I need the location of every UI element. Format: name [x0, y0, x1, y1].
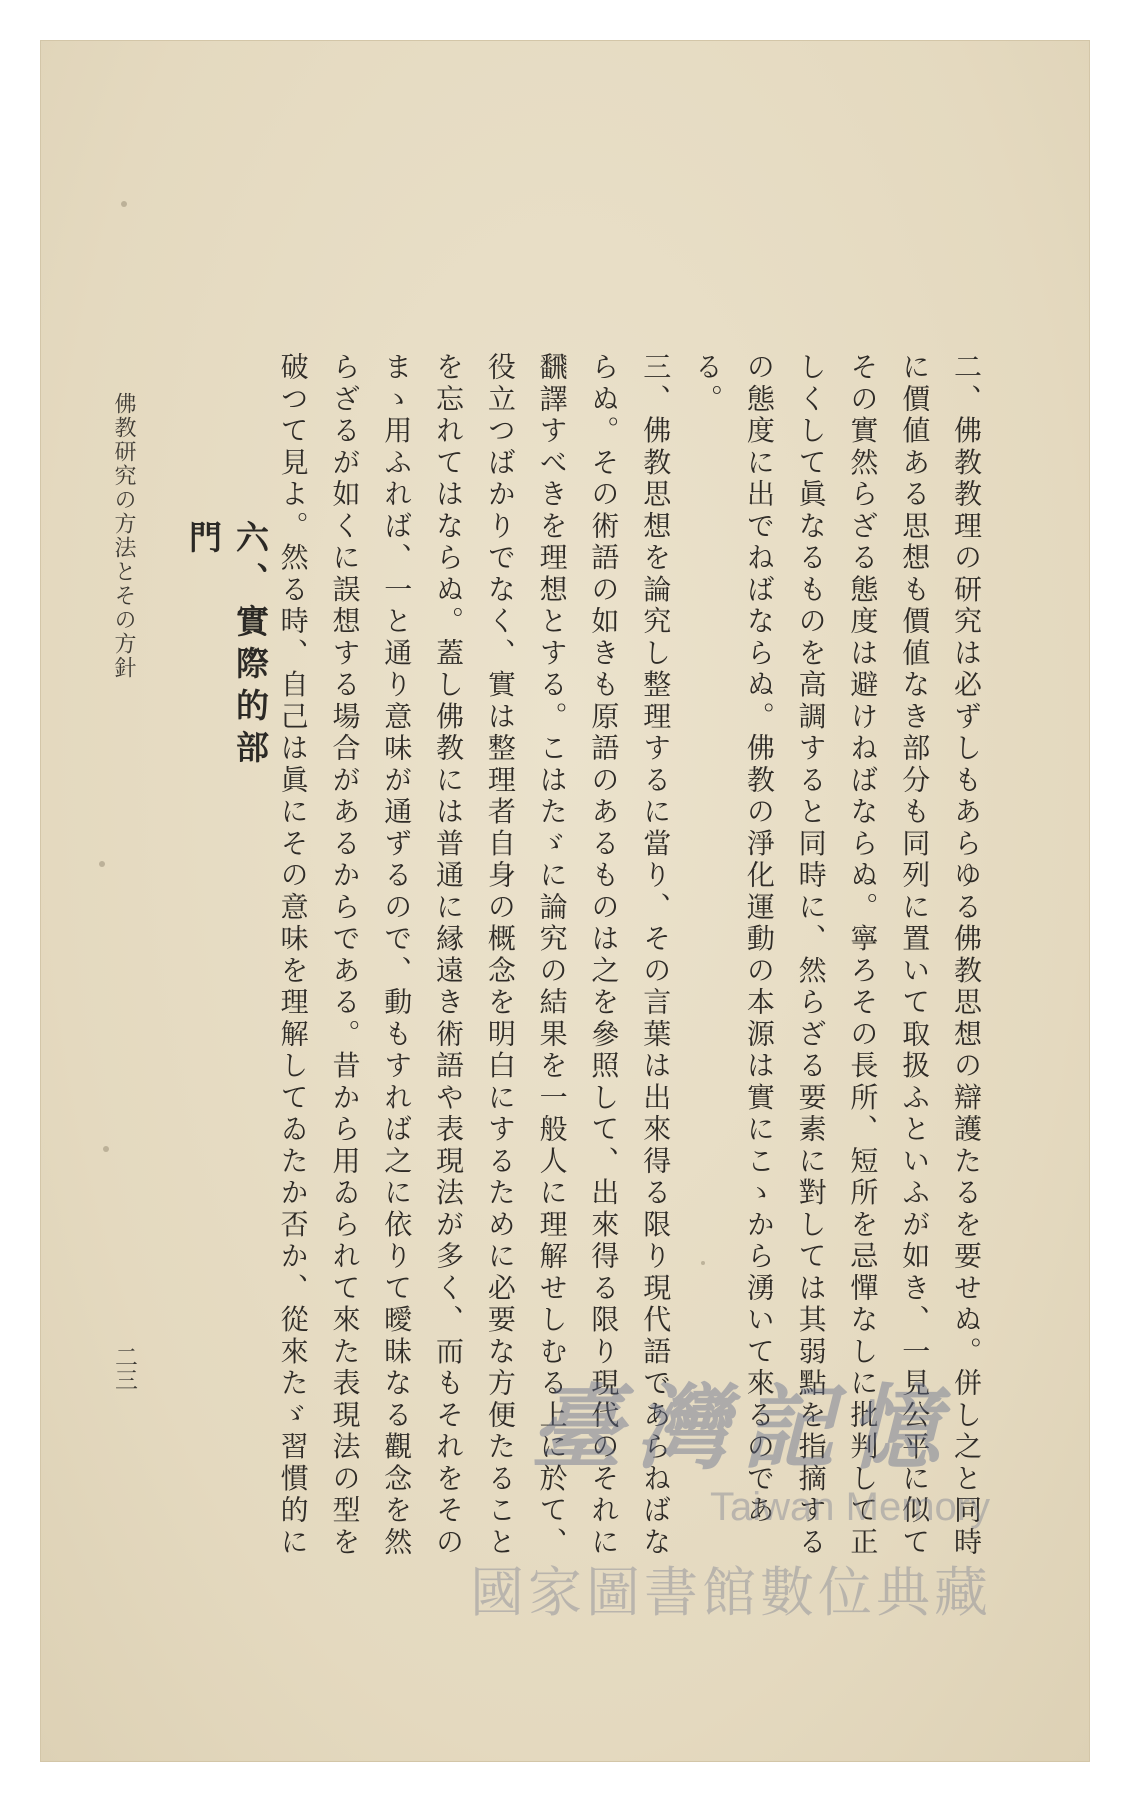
- paragraph: 三、佛教思想を論究し整理するに當り、その言葉は出來得る限り現代語であらねばならぬ。その術語の如きも原語のあるものは之を參照して、出來得る限り現代のそれに飜譯すべきを理想とする。こはたゞに論究の結果を一般人に理解せしむる上に於て、役立つばかりでなく、實は整理者自身の概念を明白にするために必要な方便たることを忘れてはならぬ。蓋し佛教には普通に縁遠き術語や表現法が多く、而もそれをそのまゝ用ふれば、一と通り意味が通ずるので、動もすれば之に依りて曖昧なる觀念を然らざるが如くに誤想する場合があるからである。昔から用ゐられて來た表現法の型を破つて見よ。然る時、自己は眞にその意味を理解してゐたか否か、從來たゞ習慣的に: [276, 352, 673, 1559]
- section-title: 六、實際的部門: [184, 520, 270, 772]
- watermark-logo: 臺灣記憶: [530, 1374, 955, 1482]
- paper-speck: [121, 201, 127, 207]
- paper-speck: [99, 861, 105, 867]
- body-text: [262, 352, 992, 1562]
- watermark-english: Taiwan Memory: [710, 1485, 991, 1529]
- watermark-chinese: 國家圖書館數位典藏: [470, 1561, 992, 1624]
- paper-speck: [103, 1146, 109, 1152]
- page-number: 二三: [111, 1345, 137, 1391]
- paragraph: 二、佛教教理の研究は必ずしもあらゆる佛教思想の辯護たるを要せぬ。併し之と同時に價値ある思想も價値なき部分も同列に置いて取扱ふといふが如き、一見公平に似てその實然らざる態度は避けねばならぬ。寧ろその長所、短所を忌憚なしに批判して正しくして眞なるものを高調すると同時に、然らざる要素に對しては其弱點を指摘するの態度に出でねばならぬ。佛教の淨化運動の本源は實にこゝから湧いて來るのである。: [691, 352, 983, 1559]
- running-header: 佛教研究の方法とその方針: [111, 392, 136, 680]
